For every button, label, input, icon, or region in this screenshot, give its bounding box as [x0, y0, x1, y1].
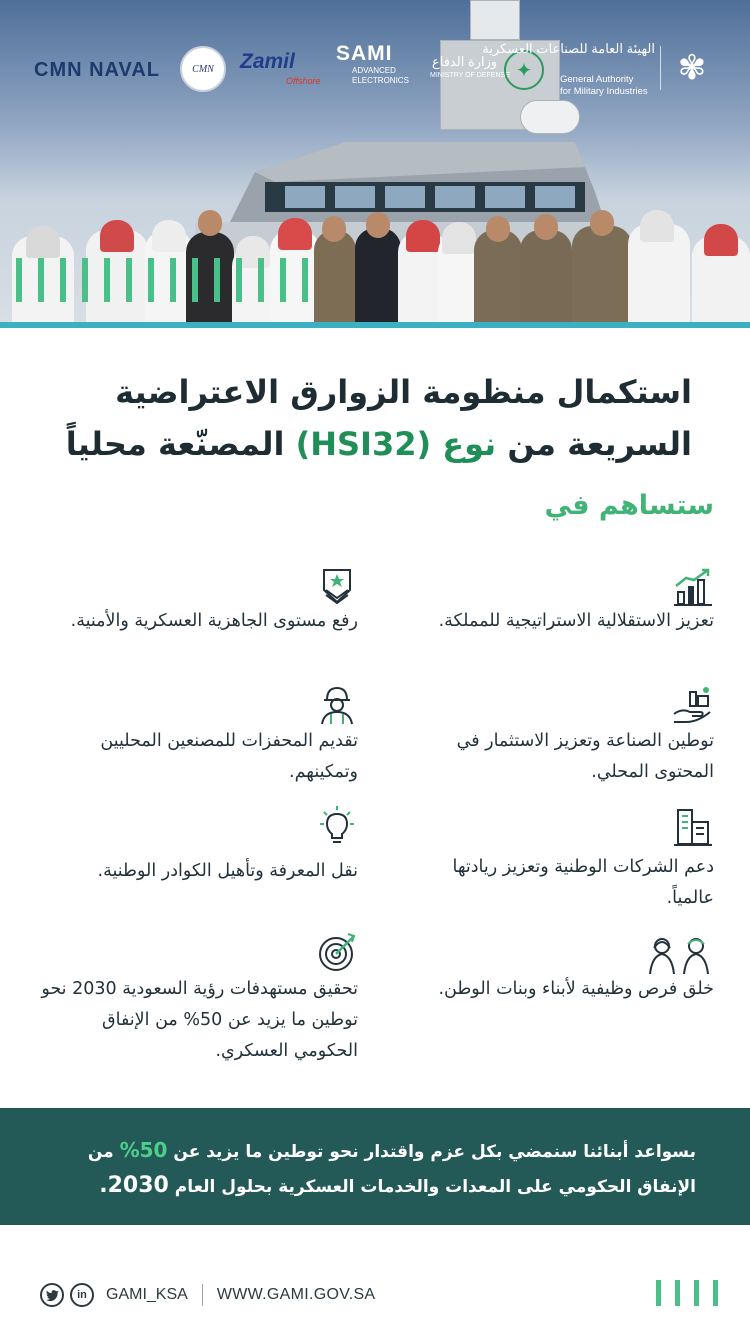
- lightbulb-icon: [316, 806, 358, 848]
- benefit-text: توطين الصناعة وتعزيز الاستثمار في المحتوى المحلي.: [456, 731, 714, 782]
- benefit-military-readiness: [38, 566, 358, 666]
- benefit-text: تقديم المحفزات للمصنعين المحليين وتمكينهم.: [100, 731, 358, 782]
- rank-badge-icon: [316, 566, 358, 608]
- buildings-icon: [672, 806, 714, 848]
- cmn-round-logo: CMN: [180, 46, 226, 92]
- benefit-text: نقل المعرفة وتأهيل الكوادر الوطنية.: [97, 861, 358, 881]
- hero-accent-band: [0, 322, 750, 328]
- footer-divider: [202, 1284, 203, 1306]
- sami-sub-label: ADVANCED ELECTRONICS: [352, 66, 409, 85]
- social-footer: [40, 1282, 375, 1308]
- target-icon: [316, 932, 358, 974]
- banner-text: بسواعد أبنائنا سنمضي بكل عزم واقتدار نحو توطين ما يزيد عن 50% من الإنفاق الحكومي على المعدات والخدمات العسكرية بحلول العام 2030.: [87, 1138, 696, 1198]
- people-icon: [644, 934, 714, 976]
- benefit-text: رفع مستوى الجاهزية العسكرية والأمنية.: [70, 611, 358, 631]
- page-title: [52, 366, 692, 470]
- benefit-text: تحقيق مستهدفات رؤية السعودية 2030 نحو توطين ما يزيد عن 50% من الإنفاق الحكومي العسكري.: [41, 979, 358, 1061]
- cmn-naval-logo: CMN NAVAL: [34, 59, 161, 81]
- title-accent: نوع (HSI32): [295, 425, 497, 463]
- benefit-text: تعزيز الاستقلالية الاستراتيجية للمملكة.: [438, 611, 714, 631]
- benefit-national-companies: [394, 806, 714, 916]
- website-link[interactable]: WWW.GAMI.GOV.SA: [216, 1286, 376, 1303]
- banner-highlight: 50%: [119, 1138, 168, 1162]
- gami-english-name: General Authority for Military Industries: [560, 74, 648, 97]
- mod-emblem-icon: ✦: [504, 50, 544, 90]
- hero-photo: [0, 0, 750, 322]
- gami-arabic-name: الهيئة العامة للصناعات العسكرية: [482, 41, 655, 56]
- banner-year: 2030.: [99, 1173, 169, 1198]
- twitter-icon[interactable]: [40, 1283, 64, 1307]
- linkedin-icon[interactable]: in: [70, 1283, 94, 1307]
- title-line-1: استكمال منظومة الزوارق الاعتراضية: [115, 373, 692, 411]
- benefit-strategic-independence: [394, 566, 714, 666]
- sami-logo: SAMI: [336, 42, 393, 65]
- mod-english-name: MINISTRY OF DEFENSE: [430, 72, 510, 79]
- partner-logos: [0, 34, 750, 104]
- factory-hand-icon: [672, 684, 714, 726]
- section-subtitle: ستساهم في: [544, 490, 714, 521]
- benefit-local-manufacturers: [38, 684, 358, 794]
- footer-green-bars: [656, 1280, 718, 1306]
- zamil-offshore-label: Offshore: [286, 76, 321, 86]
- title-line-2: السريعة من نوع (HSI32) المصنّعة محلياً: [65, 425, 692, 463]
- closing-banner: [0, 1108, 750, 1225]
- worker-helmet-icon: [316, 684, 358, 726]
- benefit-text: دعم الشركات الوطنية وتعزيز ريادتها عالمياً.: [452, 857, 714, 908]
- social-handle[interactable]: GAMI_KSA: [106, 1286, 188, 1303]
- growth-chart-icon: [672, 566, 714, 608]
- benefit-job-opportunities: [394, 934, 714, 1034]
- benefit-text: خلق فرص وظيفية لأبناء وبنات الوطن.: [438, 979, 714, 999]
- benefit-knowledge-transfer: [38, 806, 358, 916]
- benefit-localize-industry: [394, 684, 714, 794]
- zamil-logo: Zamil: [240, 50, 295, 73]
- benefit-vision-2030: [38, 932, 358, 1072]
- decorative-green-bars: [16, 258, 308, 302]
- mod-arabic-name: وزارة الدفاع: [432, 54, 498, 69]
- logo-divider: [660, 46, 661, 90]
- gami-emblem-icon: ✾: [677, 48, 707, 88]
